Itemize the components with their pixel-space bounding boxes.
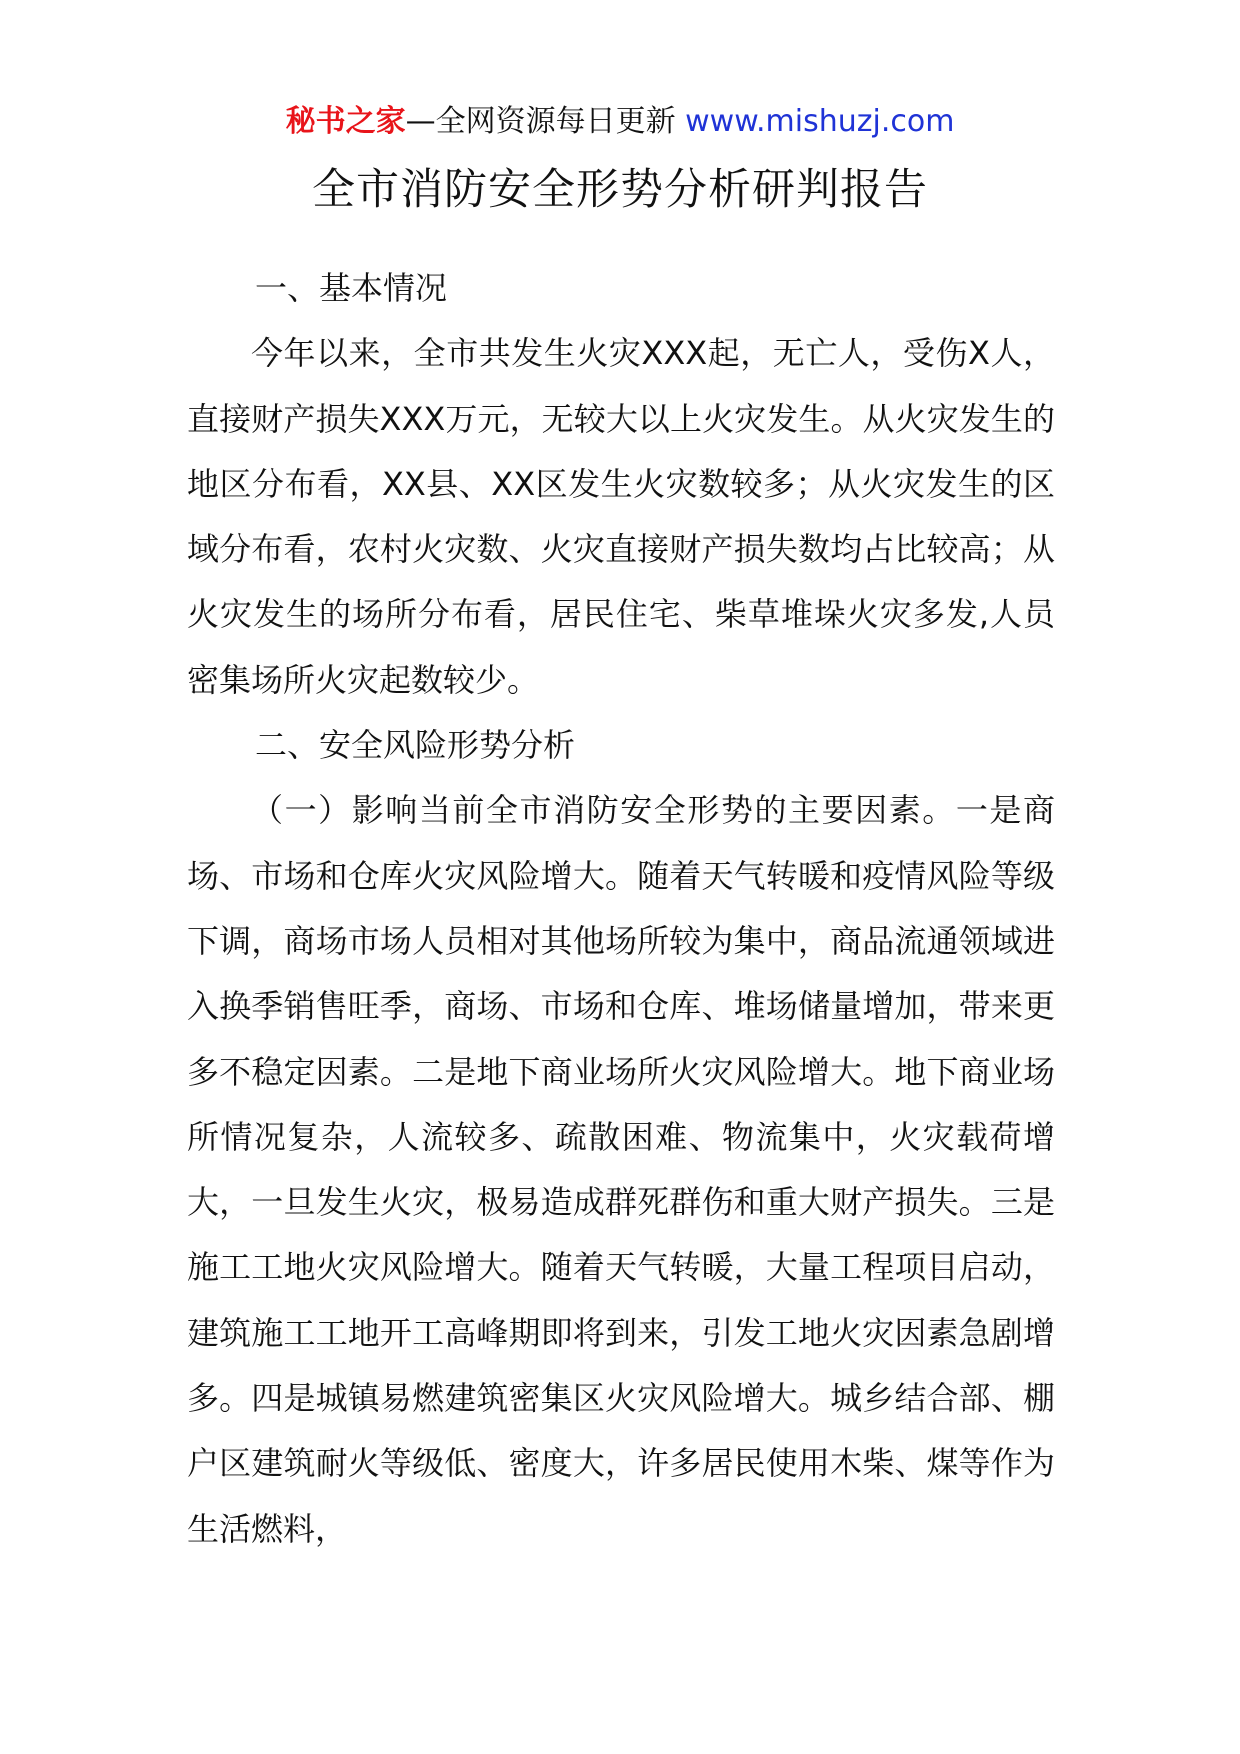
section-2-paragraph: （一）影响当前全市消防安全形势的主要因素。一是商场、市场和仓库火灾风险增大。随着天气转暖和疫情风险等级下调，商场市场人员相对其他场所较为集中，商品流通领域进入换季销售旺季，商场、市场和仓库、堆场储量增加，带来更多不稳定因素。二是地下商业场所火灾风险增大。地下商业场所情况复杂，人流较多、疏散困难、物流集中，火灾载荷增大，一旦发生火灾，极易造成群死群伤和重大财产损失。三是施工工地火灾风险增大。随着天气转暖，大量工程项目启动，建筑施工工地开工高峰期即将到来，引发工地火灾因素急剧增多。四是城镇易燃建筑密集区火灾风险增大。城乡结合部、棚户区建筑耐火等级低、密度大，许多居民使用木柴、煤等作为生活燃料， — [187, 791, 1055, 1548]
site-header — [0, 100, 1240, 144]
section-1-heading: 一、基本情况 — [255, 269, 448, 307]
header-tagline: —全网资源每日更新 — [405, 104, 676, 139]
site-url-link[interactable]: www.mishuzj.com — [685, 104, 955, 139]
section-1-paragraph: 今年以来，全市共发生火灾XXX起，无亡人，受伤X人，直接财产损失XXX万元，无较大以上火灾发生。从火灾发生的地区分布看，XX县、XX区发生火灾数较多；从火灾发生的区域分布看，农村火灾数、火灾直接财产损失数均占比较高；从火灾发生的场所分布看，居民住宅、柴草堆垛火灾多发,人员密集场所火灾起数较少。 — [187, 334, 1055, 699]
section-2-heading: 二、安全风险形势分析 — [255, 726, 576, 765]
brand-name: 秘书之家 — [285, 104, 406, 139]
document-body — [187, 256, 1055, 1562]
document-title: 全市消防安全形势分析研判报告 — [312, 165, 928, 215]
